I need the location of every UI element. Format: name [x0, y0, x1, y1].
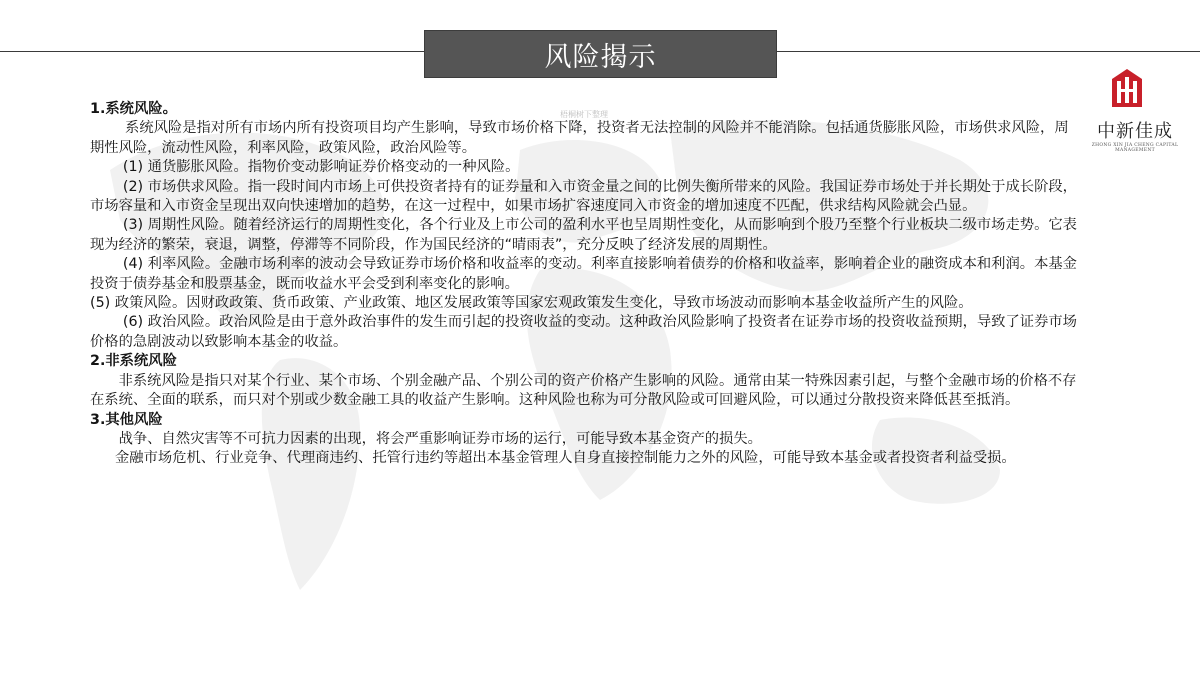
- source-caption: 梧桐树下整理: [560, 110, 608, 119]
- risk-disclosure-body: [90, 100, 1080, 469]
- paragraph: 非系统风险是指只对某个行业、某个市场、个别金融产品、个别公司的资产价格产生影响的风险。通常由某一特殊因素引起，与整个金融市场的价格不存在系统、全面的联系，而只对个别或少数金融工具的收益产生影响。这种风险也称为可分散风险或可回避风险，可以通过分散投资来降低甚至抵消。: [90, 372, 1077, 409]
- company-logo: [1080, 67, 1190, 157]
- paragraph: (6) 政治风险。政治风险是由于意外政治事件的发生而引起的投资收益的变动。这种政治风险影响了投资者在证券市场的投资收益预期，导致了证券市场价格的急剧波动以致影响本基金的收益。: [90, 314, 1077, 350]
- logo-mark-icon: [1110, 67, 1144, 109]
- paragraph: (4) 利率风险。金融市场利率的波动会导致证券市场价格和收益率的变动。利率直接影响着债券的价格和收益率，影响着企业的融资成本和利润。本基金投资于债券基金和股票基金，既而收益水平会受到利率变化的影响。: [90, 256, 1077, 292]
- paragraph: (5) 政策风险。因财政政策、货币政策、产业政策、地区发展政策等国家宏观政策发生变化，导致市场波动而影响本基金收益所产生的风险。: [90, 295, 973, 312]
- paragraph: 战争、自然灾害等不可抗力因素的出现，将会严重影响证券市场的运行，可能导致本基金资产的损失。: [118, 430, 762, 447]
- paragraph: (1) 通货膨胀风险。指物价变动影响证券价格变动的一种风险。: [122, 159, 520, 176]
- paragraph: (2) 市场供求风险。指一段时间内市场上可供投资者持有的证券量和入市资金量之间的比例失衡所带来的风险。我国证券市场处于并长期处于成长阶段，市场容量和入市资金呈现出双向快速增加的趋势，在这一过程中，如果市场扩容速度同入市资金的增加速度不匹配，供求结构风险就会凸显。: [90, 178, 1077, 215]
- section-heading: 1.系统风险。: [90, 101, 177, 117]
- section-heading: 2.非系统风险: [90, 353, 177, 370]
- title-banner: [424, 30, 777, 78]
- logo-name: 中新佳成: [1097, 121, 1173, 142]
- paragraph: (3) 周期性风险。随着经济运行的周期性变化，各个行业及上市公司的盈利水平也呈周期性变化，从而影响到个股乃至整个行业板块二级市场走势。它表现为经济的繁荣，衰退，调整，停滞等不同阶段，作为国民经济的“晴雨表”，充分反映了经济发展的周期性。: [90, 217, 1077, 253]
- paragraph: 金融市场危机、行业竞争、代理商违约、托管行违约等超出本基金管理人自身直接控制能力之外的风险，可能导致本基金或者投资者利益受损。: [115, 450, 1016, 467]
- paragraph: 系统风险是指对所有市场内所有投资项目均产生影响，导致市场价格下降，投资者无法控制的风险并不能消除。包括通货膨胀风险，市场供求风险，周期性风险，流动性风险，利率风险，政策风险，政治风险等。: [90, 120, 1069, 156]
- slide-title: 风险揭示: [544, 41, 657, 73]
- section-heading: 3.其他风险: [90, 411, 163, 428]
- logo-subtitle: ZHONG XIN JIA CHENG CAPITAL MANAGEMENT: [1091, 143, 1179, 153]
